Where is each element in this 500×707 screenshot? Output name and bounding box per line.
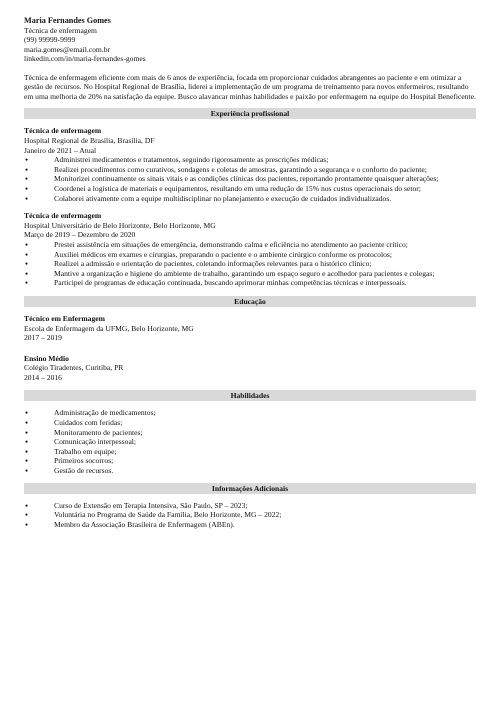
- education-entry: [24, 314, 476, 343]
- additional-item: ● Curso de Extensão em Terapia Intensiva, São Paulo, SP – 2023;: [24, 501, 476, 511]
- skill-item: ● Primeiros socorros;: [24, 456, 476, 466]
- bullet-item: ● Coordenei a logística de materiais e equipamentos, resultando em uma redução de 15% nos custos operacionais do setor;: [24, 184, 476, 194]
- additional-info-list: [24, 501, 476, 530]
- job-dates: Março de 2019 – Dezembro de 2020: [24, 230, 136, 240]
- additional-item: ● Membro da Associação Brasileira de Enfermagem (ABEn).: [24, 520, 476, 530]
- candidate-phone: (99) 99999-9999: [24, 35, 76, 45]
- bullet-item: ● Mantive a organização e higiene do ambiente de trabalho, garantindo um espaço seguro e acolhedor para pacientes e colegas;: [24, 269, 476, 279]
- professional-summary: Técnica de enfermagem eficiente com mais de 6 anos de experiência, focada em proporcionar cuidados abrangentes ao paciente e em otimizar a gestão de recursos. No Hospital Regional de Brasília, liderei a implementação de um programa de treinamento para novos enfermeiros, resultando em uma melhoria de 20% na satisfação da equipe. Busco alavancar minhas habilidades e paixão por enfermagem na equipe do Hospital Beneficente.: [24, 72, 476, 101]
- section-heading-experience: Experiência profissional: [24, 108, 476, 119]
- job-bullets: [24, 155, 476, 203]
- school-name: Colégio Tiradentes, Curitiba, PR: [24, 363, 124, 373]
- experience-entry: [24, 211, 476, 288]
- bullet-item: ● Monitorizei continuamente os sinais vitais e as condições clínicas dos pacientes, reportando prontamente quaisquer alterações;: [24, 174, 476, 184]
- bullet-item: ● Realizei procedimentos como curativos, sondagens e coletas de amostras, garantindo a segurança e o conforto do paciente;: [24, 165, 476, 175]
- section-heading-skills: Habilidades: [24, 390, 476, 401]
- education-dates: 2017 – 2019: [24, 333, 62, 343]
- bullet-item: ● Administrei medicamentos e tratamentos, seguindo rigorosamente as prescrições médicas;: [24, 155, 476, 165]
- school-name: Escola de Enfermagem da UFMG, Belo Horizonte, MG: [24, 323, 194, 333]
- job-title: Técnica de enfermagem: [24, 126, 102, 136]
- skill-item: ● Cuidados com feridas;: [24, 418, 476, 428]
- job-employer: Hospital Regional de Brasília, Brasília, DF: [24, 136, 155, 145]
- education-entry: [24, 354, 476, 383]
- experience-entry: [24, 126, 476, 203]
- candidate-email[interactable]: maria.gomes@email.com.br: [24, 44, 111, 54]
- job-title: Técnica de enfermagem: [24, 211, 102, 221]
- bullet-item: ● Colaborei ativamente com a equipe multidisciplinar no planejamento e execução de cuidados individualizados.: [24, 194, 476, 204]
- bullet-item: ● Realizei a admissão e orientação de pacientes, coletando informações relevantes para o histórico clínico;: [24, 259, 476, 269]
- skill-item: ● Gestão de recursos.: [24, 466, 476, 476]
- bullet-item: ● Prestei assistência em situações de emergência, demonstrando calma e eficiência no atendimento ao paciente crítico;: [24, 240, 476, 250]
- bullet-item: ● Auxiliei médicos em exames e cirurgias, preparando o paciente e o ambiente cirúrgico conforme os protocolos;: [24, 250, 476, 260]
- skills-list: [24, 408, 476, 475]
- job-dates: Janeiro de 2021 – Atual: [24, 145, 97, 155]
- job-employer: Hospital Universitário de Belo Horizonte, Belo Horizonte, MG: [24, 220, 216, 230]
- section-heading-education: Educação: [24, 296, 476, 307]
- section-heading-additional: Informações Adicionais: [24, 483, 476, 494]
- degree-title: Técnico em Enfermagem: [24, 313, 105, 323]
- education-dates: 2014 – 2016: [24, 372, 62, 382]
- degree-title: Ensino Médio: [24, 353, 69, 363]
- resume-header: [24, 16, 476, 64]
- job-bullets: [24, 240, 476, 288]
- candidate-name: Maria Fernandes Gomes: [24, 16, 111, 25]
- candidate-linkedin[interactable]: linkedin.com/in/maria-fernandes-gomes: [24, 54, 146, 64]
- skill-item: ● Monitoramento de pacientes;: [24, 428, 476, 438]
- bullet-item: ● Participei de programas de educação continuada, buscando aprimorar minhas competências técnicas e interpessoais.: [24, 278, 476, 288]
- candidate-title: Técnica de enfermagem: [24, 26, 97, 35]
- additional-item: ● Voluntária no Programa de Saúde da Família, Belo Horizonte, MG – 2022;: [24, 510, 476, 520]
- skill-item: ● Comunicação interpessoal;: [24, 437, 476, 447]
- skill-item: ● Administração de medicamentos;: [24, 408, 476, 418]
- skill-item: ● Trabalho em equipe;: [24, 447, 476, 457]
